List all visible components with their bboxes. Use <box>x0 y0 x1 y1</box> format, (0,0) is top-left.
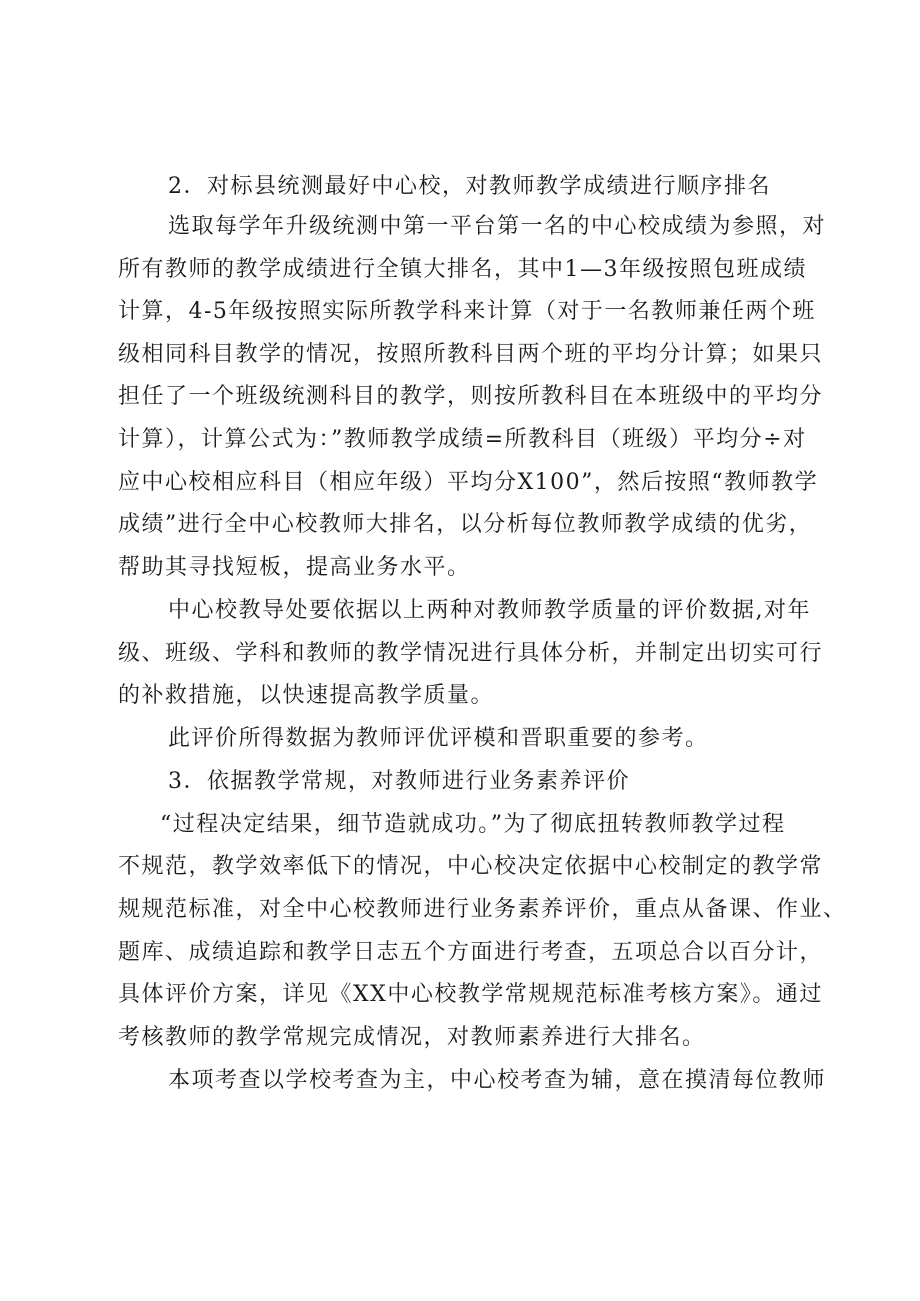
paragraph-line: 题库、成绩追踪和教学日志五个方面进行考查，五项总合以百分计， <box>118 940 824 965</box>
paragraph-line: 计算），计算公式为：”教师教学成绩=所教科目（班级）平均分÷对 <box>118 427 807 452</box>
paragraph-line: 担任了一个班级统测科目的教学，则按所教科目在本班级中的平均分 <box>118 384 824 409</box>
section-heading-2: 2．对标县统测最好中心校，对教师教学成绩进行顺序排名 <box>168 174 771 199</box>
paragraph-line: 计算，4-5年级按照实际所教学科来计算（对于一名教师兼任两个班 <box>118 299 816 324</box>
paragraph-line: 规规范标准，对全中心校教师进行业务素养评价，重点从备课、作业、 <box>118 897 847 922</box>
paragraph-line: 成绩”进行全中心校教师大排名，以分析每位教师教学成绩的优劣， <box>118 512 813 537</box>
paragraph-line: 本项考查以学校考查为主，中心校考查为辅，意在摸清每位教师 <box>168 1068 827 1093</box>
paragraph-line: 应中心校相应科目（相应年级）平均分X100”，然后按照“教师教学 <box>118 470 819 495</box>
paragraph-line: 级、班级、学科和教师的教学情况进行具体分析，并制定出切实可行 <box>118 641 824 666</box>
section-heading-3: 3．依据教学常规，对教师进行业务素养评价 <box>168 769 630 794</box>
paragraph-line: 选取每学年升级统测中第一平台第一名的中心校成绩为参照，对 <box>168 214 827 239</box>
paragraph-line: 的补救措施，以快速提高教学质量。 <box>118 683 495 708</box>
paragraph-line: 中心校教导处要依据以上两种对教师教学质量的评价数据,对年 <box>168 598 811 623</box>
paragraph-line: 级相同科目教学的情况，按照所教科目两个班的平均分计算；如果只 <box>118 342 824 367</box>
paragraph-line: 具体评价方案，详见《XX中心校教学常规规范标准考核方案》。通过 <box>118 982 823 1007</box>
paragraph-line: 此评价所得数据为教师评优评模和晋职重要的参考。 <box>168 726 709 751</box>
paragraph-line: “过程决定结果，细节造就成功。”为了彻底扭转教师教学过程 <box>160 812 786 837</box>
paragraph-line: 所有教师的教学成绩进行全镇大排名，其中1—3年级按照包班成绩 <box>118 257 807 282</box>
paragraph-line: 考核教师的教学常规完成情况，对教师素养进行大排名。 <box>118 1025 706 1050</box>
paragraph-line: 不规范，教学效率低下的情况，中心校决定依据中心校制定的教学常 <box>118 854 824 879</box>
paragraph-line: 帮助其寻找短板，提高业务水平。 <box>118 555 471 580</box>
